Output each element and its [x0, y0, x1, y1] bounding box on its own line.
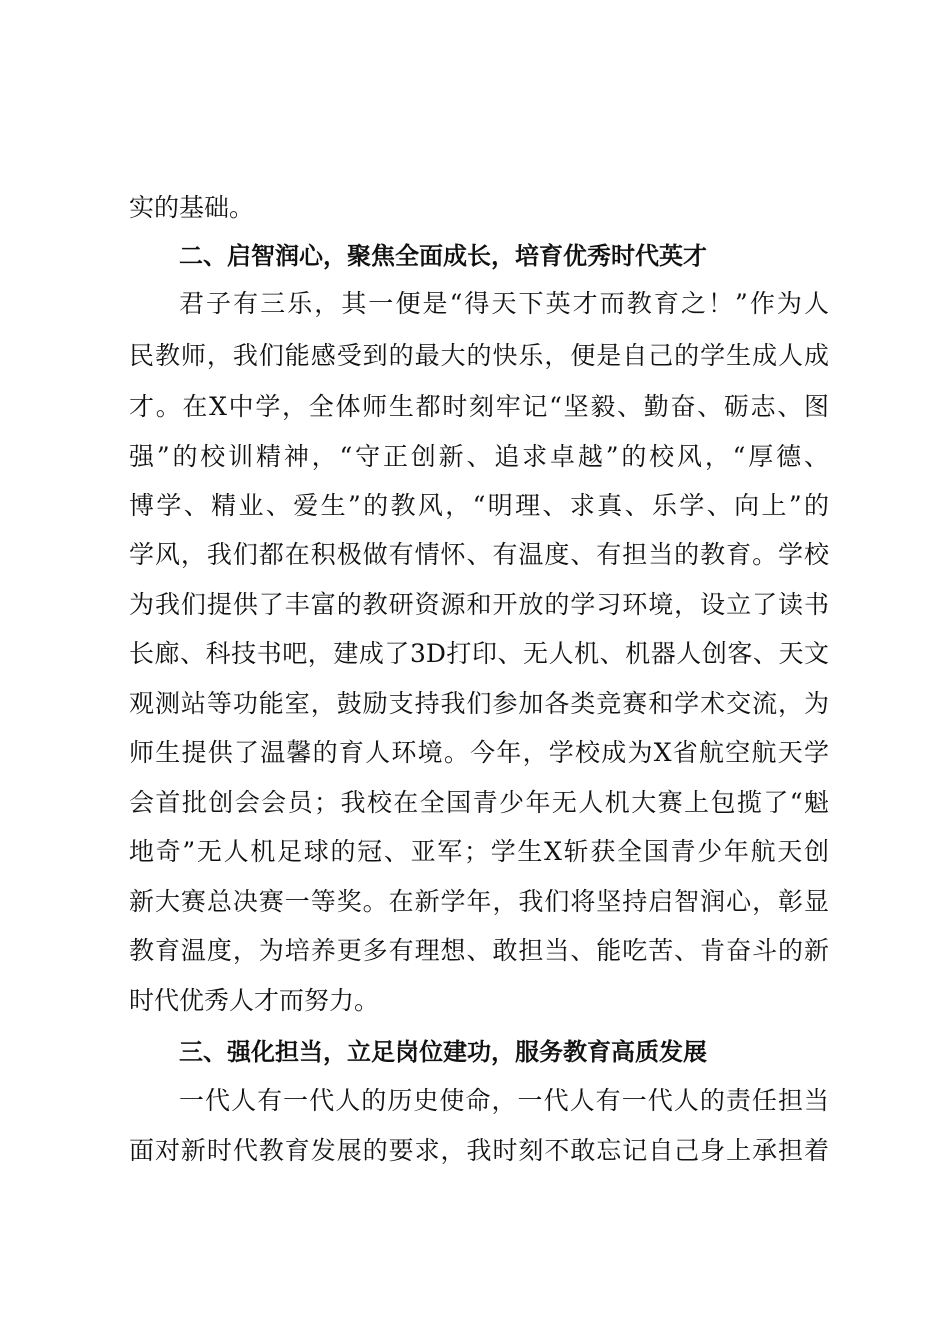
- paragraph-line: 时代优秀人才而努力。: [129, 986, 380, 1015]
- paragraph-line: 强”的校训精神，“守正创新、追求卓越”的校风，“厚德、: [129, 442, 829, 471]
- paragraph-line: 会首批创会会员；我校在全国青少年无人机大赛上包揽了“魁: [129, 788, 829, 817]
- paragraph-line: 地奇”无人机足球的冠、亚军；学生X斩获全国青少年航天创: [129, 837, 829, 866]
- paragraph-line: 长廊、科技书吧，建成了3D打印、无人机、机器人创客、天文: [129, 639, 829, 668]
- section-heading: 二、启智润心，聚焦全面成长，培育优秀时代英才: [179, 242, 707, 270]
- paragraph-line: 一代人有一代人的历史使命，一代人有一代人的责任担当: [179, 1086, 829, 1115]
- paragraph-line: 民教师，我们能感受到的最大的快乐，便是自己的学生成人成: [129, 341, 829, 370]
- paragraph-line: 为我们提供了丰富的教研资源和开放的学习环境，设立了读书: [129, 590, 829, 619]
- paragraph-line: 师生提供了温馨的育人环境。今年，学校成为X省航空航天学: [129, 738, 829, 767]
- paragraph-line: 君子有三乐，其一便是“得天下英才而教育之！”作为人: [179, 289, 829, 318]
- paragraph-line: 新大赛总决赛一等奖。在新学年，我们将坚持启智润心，彰显: [129, 887, 829, 916]
- paragraph-line: 面对新时代教育发展的要求，我时刻不敢忘记自己身上承担着: [129, 1136, 829, 1165]
- paragraph-line: 学风，我们都在积极做有情怀、有温度、有担当的教育。学校: [129, 540, 829, 569]
- paragraph-line: 实的基础。: [129, 193, 255, 222]
- paragraph-line: 观测站等功能室，鼓励支持我们参加各类竞赛和学术交流，为: [129, 689, 829, 718]
- paragraph-line: 教育温度，为培养更多有理想、敢担当、能吃苦、肯奋斗的新: [129, 936, 829, 965]
- section-heading: 三、强化担当，立足岗位建功，服务教育高质发展: [179, 1038, 707, 1066]
- paragraph-line: 才。在X中学，全体师生都时刻牢记“坚毅、勤奋、砺志、图: [129, 392, 829, 421]
- paragraph-line: 博学、精业、爱生”的教风，“明理、求真、乐学、向上”的: [129, 491, 829, 520]
